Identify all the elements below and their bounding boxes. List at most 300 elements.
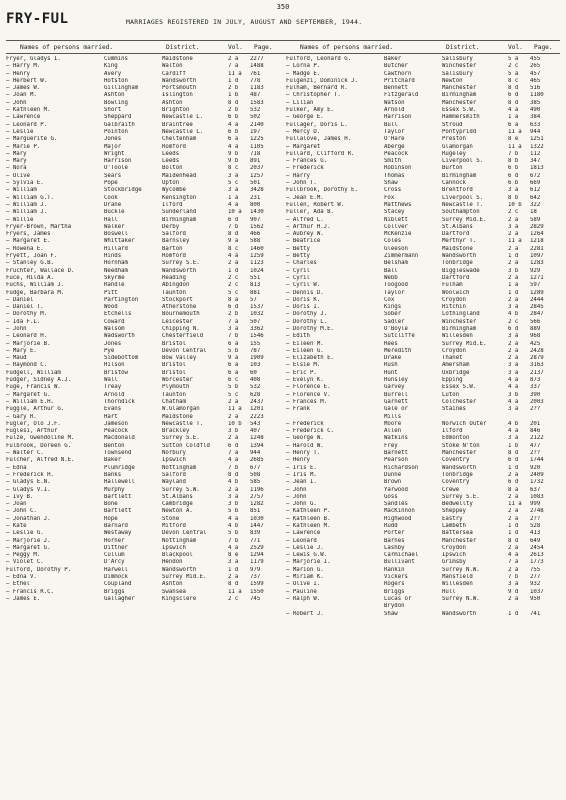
register-entry xyxy=(6,114,289,121)
district: Islington xyxy=(162,92,193,99)
spouse-surname: Galbraith xyxy=(104,121,135,128)
volume: 7 a xyxy=(228,63,239,70)
district: Fulham xyxy=(442,282,463,289)
district: Mitford xyxy=(162,523,186,529)
person-name: — Arthur H.J. xyxy=(286,223,331,230)
person-name: — Cyril xyxy=(286,267,310,274)
page-ref: 2122 xyxy=(530,435,544,442)
person-name: Fryer, Gladys I. xyxy=(6,56,61,62)
page-ref: 813 xyxy=(250,282,261,289)
page-ref: 466 xyxy=(250,231,261,238)
spouse-surname: Rudd xyxy=(384,523,398,529)
district: Devon Central xyxy=(162,347,207,354)
page-ref: 347 xyxy=(530,158,541,165)
person-name: — Lorna P. xyxy=(286,63,321,70)
page-ref: 413 xyxy=(530,530,541,537)
spouse-surname: Lashby xyxy=(384,544,405,551)
spouse-surname: Pye xyxy=(104,347,115,354)
page-ref: 551 xyxy=(250,274,261,281)
volume: 3 a xyxy=(228,187,239,194)
volume: 7 a xyxy=(228,450,239,457)
volume: 2 a xyxy=(508,347,519,354)
spouse-surname: Shaw xyxy=(384,180,398,187)
page-ref: 649 xyxy=(530,537,541,544)
spouse-surname: Watson xyxy=(384,99,405,106)
person-name: — William J. xyxy=(6,209,48,216)
spouse-surname: Bowling xyxy=(104,99,128,106)
volume: 8 a xyxy=(228,296,239,303)
person-name: — Stanley G.B. xyxy=(6,260,54,267)
district: Newton A. xyxy=(162,508,193,515)
register-entry xyxy=(286,195,566,202)
district: Hitchin xyxy=(442,304,466,311)
person-name: — Margaret G. xyxy=(6,544,51,551)
page-header: Page. xyxy=(534,44,553,51)
page-ref: 1294 xyxy=(250,552,264,559)
district: Swansea xyxy=(162,588,186,595)
person-name: — Elizabeth E. xyxy=(286,355,334,362)
volume: 2 a xyxy=(508,274,519,281)
page-ref: 197 xyxy=(250,128,261,135)
register-entry xyxy=(286,479,566,486)
register-entry xyxy=(6,319,289,326)
volume: 6 d xyxy=(508,92,519,99)
person-name: — John C. xyxy=(6,508,37,515)
spouse-surname: Bartlett xyxy=(104,493,132,500)
person-name: — Mary E. xyxy=(6,347,37,354)
page-number: 350 xyxy=(276,3,290,11)
district: Cambridge xyxy=(162,501,193,508)
spouse-surname: Watkins xyxy=(384,435,408,442)
page-ref: 628 xyxy=(250,391,261,398)
volume: 2 c xyxy=(508,63,519,70)
person-name: — Joan M. xyxy=(6,92,37,99)
volume: 7 b xyxy=(228,464,239,471)
district: Barnsley xyxy=(162,238,190,245)
page-ref: 1179 xyxy=(250,559,264,566)
volume: 2 a xyxy=(508,355,519,362)
spouse-surname: Matthews xyxy=(384,201,412,208)
spouse-surname: Westaway xyxy=(104,530,132,537)
page-ref: 1322 xyxy=(530,143,544,150)
person-name: — Maud xyxy=(6,355,27,362)
district: Wandsworth xyxy=(162,267,197,274)
person-name: Fuge, Francis W. xyxy=(6,384,61,391)
spouse-surname: Sheppard xyxy=(104,114,132,121)
page-ref: 873 xyxy=(530,377,541,384)
page-ref: 907 xyxy=(250,216,261,223)
person-name: — Dorothy M.E. xyxy=(286,325,334,332)
volume: 3 a xyxy=(508,581,519,588)
volume: 8 d xyxy=(228,581,239,588)
volume: 6 a xyxy=(508,121,519,128)
spouse-surname: Jones xyxy=(104,136,122,143)
page-ref: 1032 xyxy=(250,311,264,318)
spouse-surname: Cummins xyxy=(104,56,128,62)
person-name: — John xyxy=(286,493,307,500)
volume: 4 a xyxy=(508,107,519,114)
volume: 4 a xyxy=(508,552,519,559)
district: Surrey N.W. xyxy=(442,566,480,573)
person-name: — Miriam K. xyxy=(286,574,324,581)
spouse-surname: Pearson xyxy=(384,457,408,464)
person-name: — Rowena E. xyxy=(6,245,44,252)
person-name: — Leonard xyxy=(286,537,317,544)
person-name: — George W. xyxy=(286,435,324,442)
person-name: — Harry M. xyxy=(6,63,41,70)
volume: 1 d xyxy=(228,77,239,84)
person-name: — Eileen M. xyxy=(286,340,324,347)
spouse-surname: Pointon xyxy=(104,128,128,135)
district: Uxbridge xyxy=(442,369,470,376)
volume: 5 b xyxy=(228,384,239,391)
spouse-surname: Meredith xyxy=(384,347,412,354)
page-ref: 672 xyxy=(530,172,541,179)
register-entry xyxy=(6,399,289,406)
spouse-surname: Kings xyxy=(384,304,402,311)
register-entry xyxy=(6,450,289,457)
district: Birmingham xyxy=(442,325,477,332)
person-name: — Frank xyxy=(286,406,310,413)
volume: 1 d xyxy=(508,464,519,471)
person-name: — Leslie G. xyxy=(6,530,44,537)
page-ref: 1105 xyxy=(250,143,264,150)
volume: 2 b xyxy=(228,85,239,92)
register-entry xyxy=(286,384,566,391)
volume: 6 a xyxy=(228,362,239,369)
person-name: — Edith xyxy=(286,333,310,340)
page-ref: 718 xyxy=(250,150,261,157)
page-ref: 18 xyxy=(530,209,537,216)
person-name: — Willie xyxy=(6,216,34,223)
volume: 3 a xyxy=(228,172,239,179)
district: Edmonton xyxy=(442,435,470,442)
register-entry xyxy=(6,552,289,559)
district: Hendon xyxy=(162,559,183,566)
district: Romford xyxy=(162,143,186,150)
register-entry xyxy=(286,487,566,494)
volume: 5 a xyxy=(508,56,519,62)
person-name: — Leonard H. xyxy=(6,333,48,340)
register-entry xyxy=(286,501,566,508)
district: Ilford xyxy=(442,428,463,435)
person-name: — Raymond C. xyxy=(6,362,48,369)
volume: 8 d xyxy=(508,99,519,106)
person-name: — Kathleen M. xyxy=(6,107,51,114)
person-name: — Lawrence xyxy=(286,530,321,537)
spouse-surname: O'Hare xyxy=(384,136,405,143)
district: Glamorgan xyxy=(442,143,473,150)
register-entry xyxy=(6,290,289,297)
page-ref: 633 xyxy=(530,121,541,128)
spouse-surname: Sutcliffe xyxy=(384,333,415,340)
district: Sutton Coldfld xyxy=(162,442,210,449)
district: Surrey Mid.E. xyxy=(162,574,207,581)
register-entry xyxy=(286,260,566,267)
district: Maidstone xyxy=(442,245,473,252)
volume: 2 c xyxy=(228,595,239,602)
register-entry xyxy=(286,71,566,78)
district: Croydon xyxy=(442,544,466,551)
district: Manchester xyxy=(442,450,477,457)
spouse-surname: Porter xyxy=(384,530,405,537)
spouse-surname: Belsham xyxy=(384,260,408,267)
header-bottom-rule xyxy=(6,53,560,54)
register-entry xyxy=(286,333,566,340)
spouse-surname: Vickers xyxy=(384,574,408,581)
register-entry xyxy=(6,538,289,545)
volume: 11 a xyxy=(508,128,522,135)
spouse-surname: Pope xyxy=(104,180,118,187)
person-name: Fuggle, Arthur G. xyxy=(6,406,65,413)
page-ref: 112 xyxy=(530,150,541,157)
district: Bristol xyxy=(162,369,186,376)
register-entry xyxy=(6,545,289,552)
register-entry xyxy=(286,107,566,114)
person-name: — James W. xyxy=(6,85,41,92)
district: Maidstone xyxy=(162,413,193,420)
page-ref: 408 xyxy=(250,377,261,384)
volume: 6 b xyxy=(508,165,519,172)
district: St.Albans xyxy=(442,223,473,230)
page-ref: 761 xyxy=(250,70,261,77)
district: Epping xyxy=(442,377,463,384)
page-ref: 1271 xyxy=(530,274,544,281)
page-ref: 57 xyxy=(250,296,257,303)
person-name: — John T. xyxy=(286,180,317,187)
page-ref: 1909 xyxy=(250,355,264,362)
page-ref: 585 xyxy=(250,479,261,486)
spouse-surname: Cullum xyxy=(104,552,125,559)
spouse-surname: Ball xyxy=(384,267,398,274)
person-name: — Dorothy L. xyxy=(286,318,328,325)
register-entry xyxy=(6,253,289,260)
page-ref: 487 xyxy=(250,92,261,99)
person-name: — Elsie M. xyxy=(286,362,321,369)
page-ref: 1037 xyxy=(530,588,544,595)
page-ref: 1097 xyxy=(530,253,544,260)
spouse-surname: Harwell xyxy=(104,566,128,573)
person-name: — Aubrey W. xyxy=(286,231,324,238)
page-ref: 588 xyxy=(250,238,261,245)
person-name: — Marion G. xyxy=(286,566,324,573)
volume: 2 c xyxy=(508,209,519,216)
page-ref: 385 xyxy=(530,99,541,106)
person-name: — Ethel xyxy=(6,581,30,588)
volume: 2 a xyxy=(508,471,519,478)
volume: 8 e xyxy=(228,552,239,559)
volume: 6 b xyxy=(228,114,239,121)
spouse-surname: Garnett xyxy=(384,398,408,405)
volume: 9 b xyxy=(228,158,239,165)
district: Romford xyxy=(162,253,186,260)
spouse-surname: Partington xyxy=(104,296,139,303)
district: Brackley xyxy=(162,428,190,435)
district: Maidenhead xyxy=(162,172,197,179)
register-entry xyxy=(6,443,289,450)
spouse-surname: Evans xyxy=(104,406,122,413)
surname-range: FRY-FUL xyxy=(6,11,69,27)
district: Battersea xyxy=(442,530,473,537)
page-ref: 612 xyxy=(530,187,541,194)
spouse-surname: Benton xyxy=(104,442,125,449)
register-entry xyxy=(286,559,566,566)
register-entry xyxy=(6,574,289,581)
register-entry xyxy=(286,443,566,450)
register-entry xyxy=(6,428,289,435)
volume: 4 b xyxy=(508,420,519,427)
spouse-surname: Coward xyxy=(104,318,125,325)
volume: 8 c xyxy=(228,245,239,252)
spouse-surname: Rogers xyxy=(384,581,405,588)
register-entry xyxy=(286,290,566,297)
register-entry xyxy=(286,158,566,165)
spouse-surname: Bennett xyxy=(384,85,408,92)
spouse-surname: Peacock xyxy=(104,428,128,435)
page-ref: 2529 xyxy=(250,544,264,551)
person-name: — Doris K. xyxy=(286,296,321,303)
spouse-surname: Cook xyxy=(104,194,118,201)
register-entry xyxy=(286,494,566,501)
register-entry xyxy=(286,56,566,63)
page-ref: 944 xyxy=(250,450,261,457)
register-entry xyxy=(6,479,289,486)
person-name: — Francis R.C. xyxy=(6,588,54,595)
register-entry xyxy=(286,516,566,523)
district: Dartford xyxy=(442,274,470,281)
register-entry xyxy=(6,56,289,63)
volume: 2 a xyxy=(228,398,239,405)
person-name: — Marie P. xyxy=(6,143,41,150)
register-entry xyxy=(6,151,289,158)
person-name: — Frances G. xyxy=(286,158,328,165)
district-header: District. xyxy=(166,44,200,51)
register-entry xyxy=(6,457,289,464)
spouse-surname: Pitt xyxy=(104,289,118,296)
district: Salisbury xyxy=(442,70,473,77)
page-ref: 1257 xyxy=(250,172,264,179)
register-entry xyxy=(286,151,566,158)
person-name: Fullalove, James H. xyxy=(286,136,352,143)
register-entry xyxy=(286,319,566,326)
person-name: Fullbrook, Dorothy E. xyxy=(286,187,358,194)
district: Amersham xyxy=(442,362,470,369)
register-entry xyxy=(286,552,566,559)
district: Sunderland xyxy=(162,209,197,216)
spouse-surname: Briggs xyxy=(384,588,405,595)
district: Birmingham xyxy=(442,172,477,179)
person-name: — Jonathan J. xyxy=(6,515,51,522)
volume: 2 a xyxy=(508,340,519,347)
register-entry xyxy=(6,516,289,523)
register-entry xyxy=(286,136,566,143)
district: Brentford xyxy=(442,187,473,194)
volume: 8 b xyxy=(508,158,519,165)
person-name: — Kathleen P. xyxy=(286,508,331,515)
person-name: — William G.T. xyxy=(6,194,54,201)
volume: 11 a xyxy=(508,238,522,245)
district: Newton xyxy=(442,77,463,84)
spouse-surname: O'Toole xyxy=(104,165,128,172)
person-name: — Kathleen B. xyxy=(286,515,331,522)
spouse-surname: Sears xyxy=(104,172,122,179)
district: Lothingland xyxy=(442,311,480,318)
volume: 4 a xyxy=(508,377,519,384)
spouse-surname: Coupland xyxy=(104,581,132,588)
spouse-surname: Bartlett xyxy=(104,508,132,515)
district: Cannock xyxy=(442,180,466,187)
spouse-surname: Short xyxy=(104,107,122,114)
volume: 9 d xyxy=(508,588,519,595)
page-ref: 2454 xyxy=(530,544,544,551)
spouse-surname: Fox xyxy=(384,194,395,201)
district: Manchester xyxy=(442,537,477,544)
volume: 3 b xyxy=(228,501,239,508)
register-entry xyxy=(6,348,289,355)
page-ref: 979 xyxy=(250,566,261,573)
district: Upton xyxy=(162,180,180,187)
spouse-surname: Hotston xyxy=(104,77,128,84)
volume: 2 a xyxy=(508,595,519,602)
spouse-surname: Aberge xyxy=(384,143,405,150)
volume: 8 d xyxy=(508,537,519,544)
district: Dartford xyxy=(442,231,470,238)
page-ref: 1183 xyxy=(250,85,264,92)
register-entry xyxy=(286,282,566,289)
district: Manchester xyxy=(442,99,477,106)
volume: 3 b xyxy=(228,428,239,435)
district: Bournemouth xyxy=(162,311,200,318)
spouse-surname: Baker xyxy=(384,56,402,62)
vol-header: Vol. xyxy=(508,44,523,51)
volume: 8 d xyxy=(228,471,239,478)
page-ref: 231 xyxy=(250,194,261,201)
page-ref: 1218 xyxy=(530,238,544,245)
spouse-surname: King xyxy=(104,63,118,70)
district: Willesden xyxy=(442,581,473,588)
person-name: — Madge E. xyxy=(286,70,321,77)
spouse-surname: Yarwood xyxy=(384,486,408,493)
register-entry xyxy=(286,92,566,99)
register-entry xyxy=(286,238,566,245)
page-ref: 501 xyxy=(250,180,261,187)
page-ref: 543 xyxy=(250,420,261,427)
page-ref: 1583 xyxy=(250,99,264,106)
spouse-surname: Bull xyxy=(384,121,398,128)
register-entry xyxy=(286,421,566,428)
register-entry xyxy=(6,581,289,588)
page-ref: 322 xyxy=(530,201,541,208)
district: Rugeley xyxy=(442,150,466,157)
volume: 4 a xyxy=(508,398,519,405)
page-ref: 1180 xyxy=(530,92,544,99)
district: Blackpool xyxy=(162,552,193,559)
volume: 2 a xyxy=(508,245,519,252)
page-ref: 407 xyxy=(250,428,261,435)
district: Hammersmith xyxy=(442,114,480,121)
volume: 11 a xyxy=(228,70,242,77)
register-entry xyxy=(286,231,566,238)
spouse-surname: Toogood xyxy=(384,282,408,289)
page-ref: 968 xyxy=(530,333,541,340)
page-ref: 1024 xyxy=(250,267,264,274)
district: Taunton xyxy=(162,391,186,398)
page-ref: 677 xyxy=(250,464,261,471)
header-top-rule xyxy=(6,40,560,41)
spouse-surname: Harrison xyxy=(104,158,132,165)
volume: 6 d xyxy=(508,172,519,179)
spouse-surname: Horner xyxy=(104,537,125,544)
